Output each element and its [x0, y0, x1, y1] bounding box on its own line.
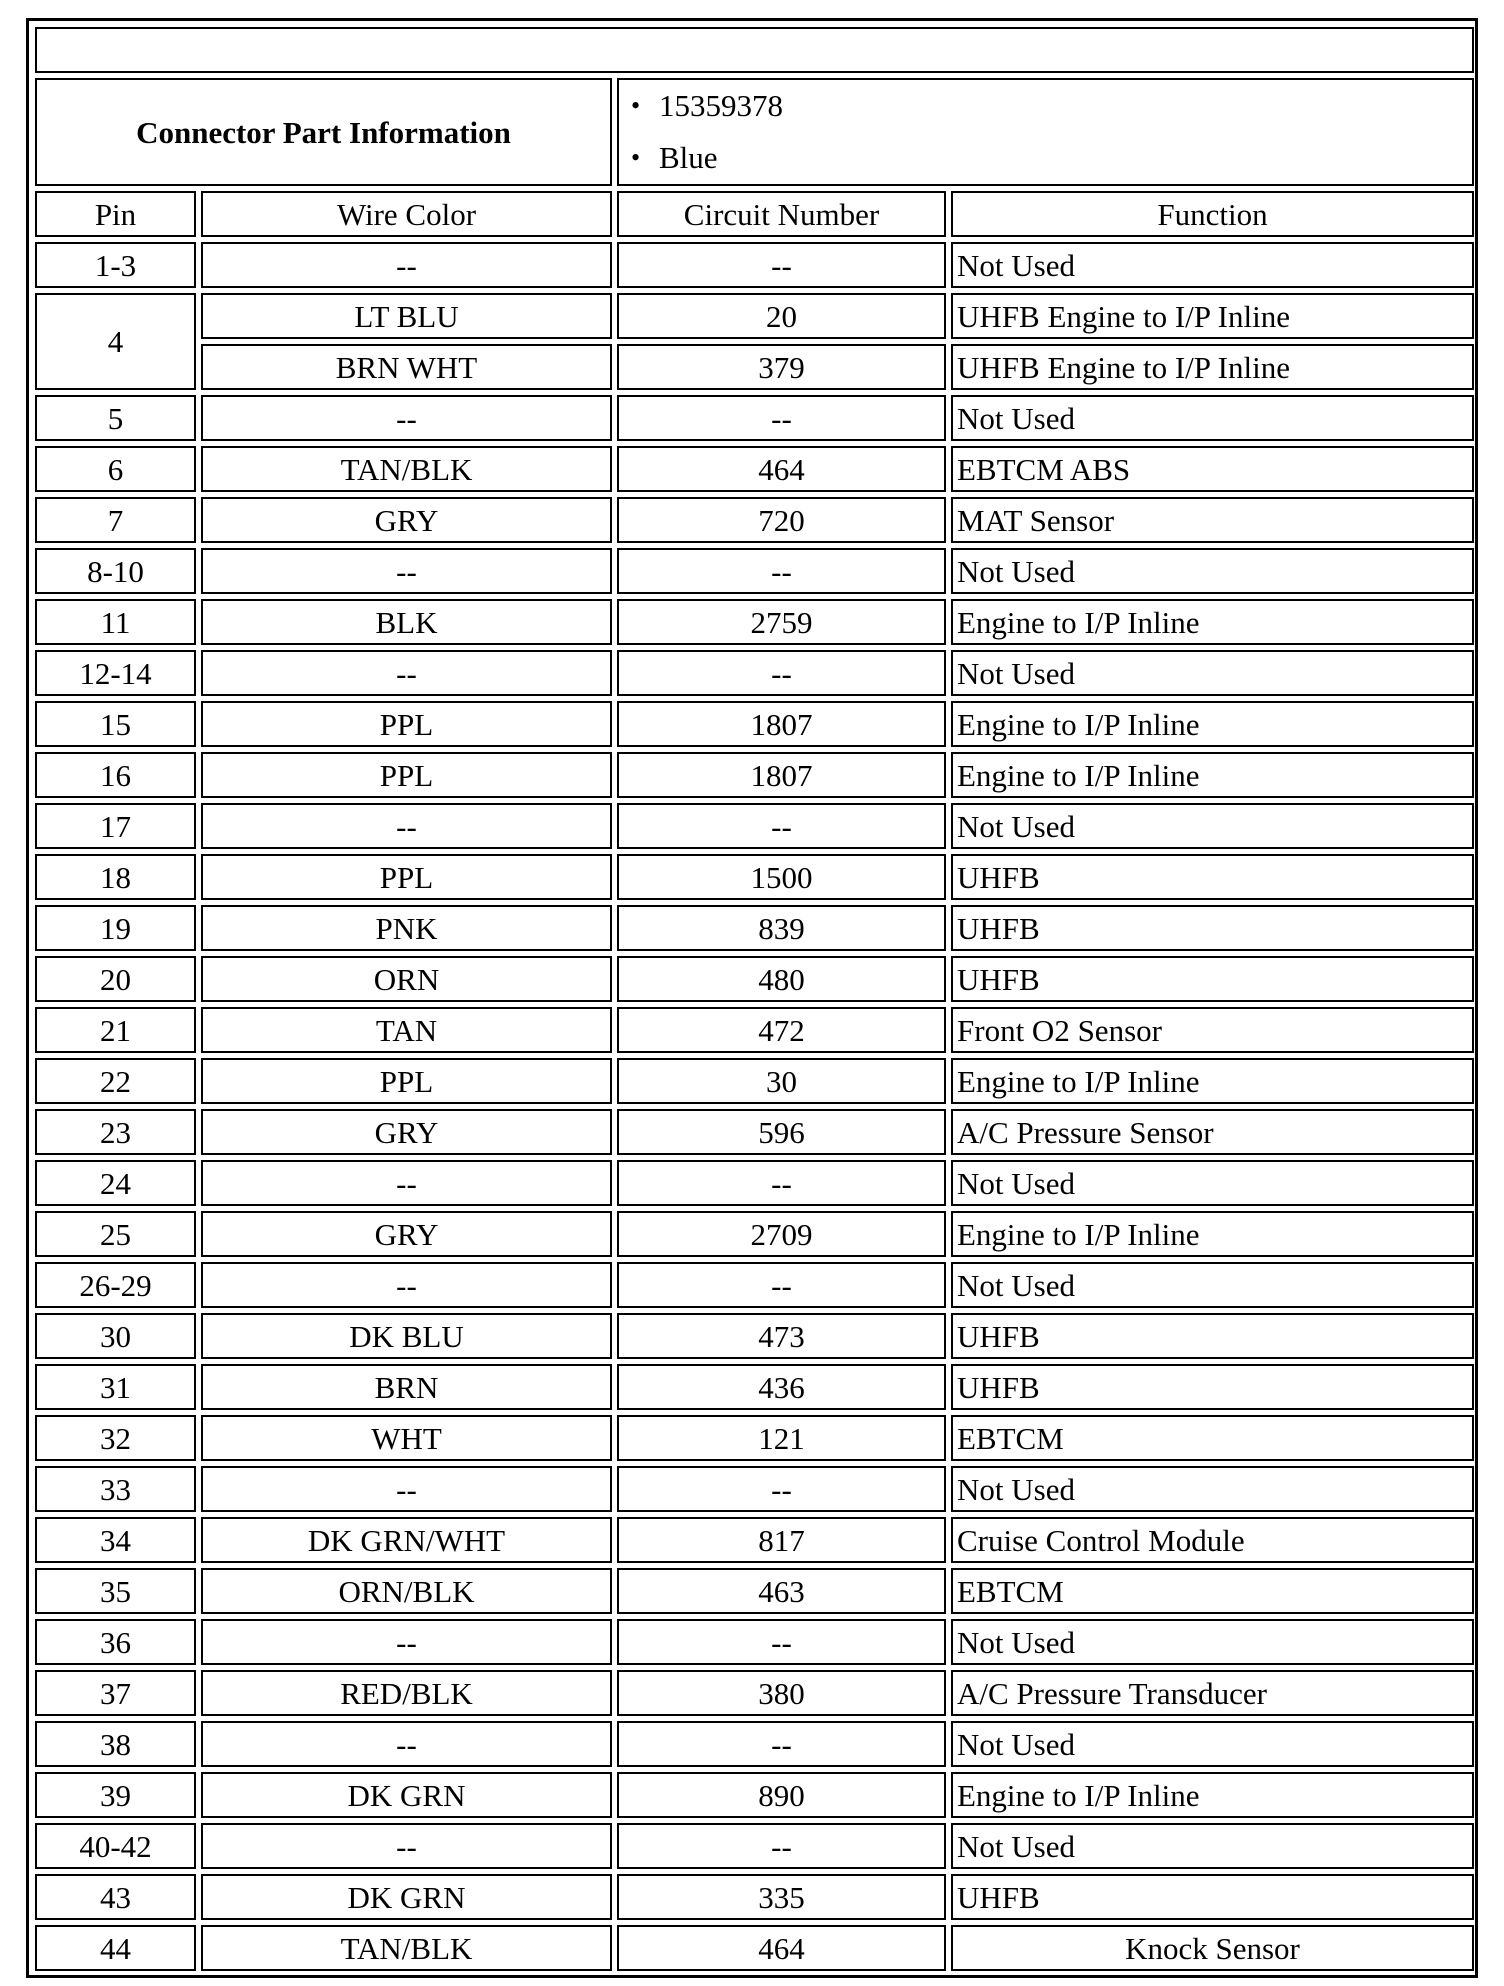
pin-cell: 43: [35, 1874, 196, 1920]
table-row: [35, 1364, 1474, 1410]
wire-color-cell: TAN/BLK: [201, 1925, 612, 1971]
pin-cell: 21: [35, 1007, 196, 1053]
pin-cell: 40-42: [35, 1823, 196, 1869]
wire-color-cell: --: [201, 650, 612, 696]
table-row: [35, 395, 1474, 441]
wire-color-cell: LT BLU: [201, 293, 612, 339]
table-row: [35, 293, 1474, 339]
pin-cell: 32: [35, 1415, 196, 1461]
function-cell: Engine to I/P Inline: [951, 599, 1474, 645]
function-cell: Not Used: [951, 1262, 1474, 1308]
connector-color: • Blue: [659, 132, 1468, 184]
header-function: Function: [951, 191, 1474, 237]
function-cell: A/C Pressure Transducer: [951, 1670, 1474, 1716]
circuit-number-cell: --: [617, 1721, 946, 1767]
pin-cell: 23: [35, 1109, 196, 1155]
circuit-number-cell: 1807: [617, 701, 946, 747]
wire-color-cell: DK GRN: [201, 1874, 612, 1920]
function-cell: Not Used: [951, 650, 1474, 696]
table-row: [35, 1874, 1474, 1920]
pin-cell: 35: [35, 1568, 196, 1614]
function-cell: Not Used: [951, 395, 1474, 441]
wire-color-cell: --: [201, 1466, 612, 1512]
circuit-number-cell: 380: [617, 1670, 946, 1716]
wire-color-cell: GRY: [201, 1109, 612, 1155]
function-cell: Not Used: [951, 803, 1474, 849]
wire-color-cell: WHT: [201, 1415, 612, 1461]
table-row: [35, 1058, 1474, 1104]
table-row: [35, 1721, 1474, 1767]
table-row: [35, 1109, 1474, 1155]
table-row: [35, 1823, 1474, 1869]
circuit-number-cell: 2759: [617, 599, 946, 645]
circuit-number-cell: 30: [617, 1058, 946, 1104]
wire-color-cell: --: [201, 395, 612, 441]
circuit-number-cell: 1807: [617, 752, 946, 798]
function-cell: EBTCM: [951, 1415, 1474, 1461]
circuit-number-cell: 473: [617, 1313, 946, 1359]
circuit-number-cell: --: [617, 1160, 946, 1206]
table-row: [35, 599, 1474, 645]
pin-cell: 1-3: [35, 242, 196, 288]
function-cell: A/C Pressure Sensor: [951, 1109, 1474, 1155]
circuit-number-cell: --: [617, 803, 946, 849]
wire-color-cell: --: [201, 1160, 612, 1206]
wire-color-cell: --: [201, 1823, 612, 1869]
pin-cell: 37: [35, 1670, 196, 1716]
circuit-number-cell: 720: [617, 497, 946, 543]
table-row: [35, 1262, 1474, 1308]
wire-color-cell: DK GRN/WHT: [201, 1517, 612, 1563]
table-row: [35, 1619, 1474, 1665]
table-row: [35, 242, 1474, 288]
circuit-number-cell: 1500: [617, 854, 946, 900]
pin-cell: 8-10: [35, 548, 196, 594]
table-row: [35, 1772, 1474, 1818]
table-row: [35, 1211, 1474, 1257]
header-row: [35, 191, 1474, 237]
table-row: [35, 446, 1474, 492]
table-row: [35, 854, 1474, 900]
pin-cell: 22: [35, 1058, 196, 1104]
pin-cell: 33: [35, 1466, 196, 1512]
table-row: [35, 1007, 1474, 1053]
table-row: [35, 1670, 1474, 1716]
function-cell: Engine to I/P Inline: [951, 1058, 1474, 1104]
pin-cell: 44: [35, 1925, 196, 1971]
wire-color-cell: TAN/BLK: [201, 446, 612, 492]
pin-cell: 5: [35, 395, 196, 441]
pin-cell: 12-14: [35, 650, 196, 696]
table-row: [35, 752, 1474, 798]
function-cell: Not Used: [951, 242, 1474, 288]
table-row: [35, 1925, 1474, 1971]
wire-color-cell: --: [201, 1721, 612, 1767]
wire-color-cell: ORN: [201, 956, 612, 1002]
wire-color-cell: --: [201, 1262, 612, 1308]
table-row: [35, 497, 1474, 543]
connector-info-list: [623, 80, 1468, 184]
part-number: • 15359378: [659, 80, 1468, 132]
pin-cell: 17: [35, 803, 196, 849]
circuit-number-cell: 463: [617, 1568, 946, 1614]
wire-color-cell: TAN: [201, 1007, 612, 1053]
function-cell: UHFB Engine to I/P Inline: [951, 293, 1474, 339]
function-cell: UHFB: [951, 1313, 1474, 1359]
pin-cell: 6: [35, 446, 196, 492]
connector-table: [30, 22, 1479, 1976]
wire-color-cell: DK GRN: [201, 1772, 612, 1818]
function-cell: UHFB Engine to I/P Inline: [951, 344, 1474, 390]
wire-color-cell: ORN/BLK: [201, 1568, 612, 1614]
wire-color-cell: --: [201, 548, 612, 594]
function-cell: Not Used: [951, 1466, 1474, 1512]
function-cell: MAT Sensor: [951, 497, 1474, 543]
wire-color-cell: PNK: [201, 905, 612, 951]
wire-color-cell: PPL: [201, 854, 612, 900]
table-row: [35, 548, 1474, 594]
wire-color-cell: GRY: [201, 497, 612, 543]
function-cell: UHFB: [951, 854, 1474, 900]
connector-info-values: [617, 78, 1474, 186]
table-row: [35, 1568, 1474, 1614]
circuit-number-cell: 20: [617, 293, 946, 339]
table-title-row: [35, 27, 1474, 73]
circuit-number-cell: --: [617, 1823, 946, 1869]
wire-color-cell: BRN: [201, 1364, 612, 1410]
circuit-number-cell: 480: [617, 956, 946, 1002]
pin-cell: 38: [35, 1721, 196, 1767]
pin-cell: 31: [35, 1364, 196, 1410]
circuit-number-cell: 890: [617, 1772, 946, 1818]
function-cell: UHFB: [951, 1874, 1474, 1920]
table-row: [35, 701, 1474, 747]
function-cell: Not Used: [951, 1823, 1474, 1869]
table-row: [35, 956, 1474, 1002]
wire-color-cell: PPL: [201, 701, 612, 747]
function-cell: Engine to I/P Inline: [951, 1211, 1474, 1257]
function-cell: Not Used: [951, 1721, 1474, 1767]
circuit-number-cell: 472: [617, 1007, 946, 1053]
pin-cell: 30: [35, 1313, 196, 1359]
pin-cell: 34: [35, 1517, 196, 1563]
table-title-cell: [35, 27, 1474, 73]
header-wire-color: Wire Color: [201, 191, 612, 237]
circuit-number-cell: 839: [617, 905, 946, 951]
pin-cell: 7: [35, 497, 196, 543]
table-row: [35, 344, 1474, 390]
circuit-number-cell: 2709: [617, 1211, 946, 1257]
wire-color-cell: --: [201, 242, 612, 288]
pin-cell: 36: [35, 1619, 196, 1665]
table-row: [35, 1517, 1474, 1563]
pin-cell: 18: [35, 854, 196, 900]
function-cell: EBTCM: [951, 1568, 1474, 1614]
connector-info-row: [35, 78, 1474, 186]
header-pin: Pin: [35, 191, 196, 237]
circuit-number-cell: 121: [617, 1415, 946, 1461]
connector-info-label: Connector Part Information: [35, 78, 612, 186]
pin-cell: 25: [35, 1211, 196, 1257]
circuit-number-cell: 817: [617, 1517, 946, 1563]
table-row: [35, 803, 1474, 849]
function-cell: Not Used: [951, 1619, 1474, 1665]
function-cell: Knock Sensor: [951, 1925, 1474, 1971]
function-cell: Engine to I/P Inline: [951, 701, 1474, 747]
table-row: [35, 1313, 1474, 1359]
wire-color-cell: DK BLU: [201, 1313, 612, 1359]
function-cell: UHFB: [951, 905, 1474, 951]
wire-color-cell: PPL: [201, 752, 612, 798]
function-cell: Front O2 Sensor: [951, 1007, 1474, 1053]
wire-color-cell: BLK: [201, 599, 612, 645]
table-row: [35, 1415, 1474, 1461]
table-row: [35, 650, 1474, 696]
pin-cell: 15: [35, 701, 196, 747]
function-cell: EBTCM ABS: [951, 446, 1474, 492]
wire-color-cell: BRN WHT: [201, 344, 612, 390]
circuit-number-cell: --: [617, 548, 946, 594]
pin-cell: 20: [35, 956, 196, 1002]
circuit-number-cell: --: [617, 1619, 946, 1665]
pin-cell: 39: [35, 1772, 196, 1818]
pin-cell: 16: [35, 752, 196, 798]
pin-cell: 4: [35, 293, 196, 390]
pin-cell: 19: [35, 905, 196, 951]
wire-color-cell: --: [201, 1619, 612, 1665]
table-row: [35, 1160, 1474, 1206]
circuit-number-cell: 379: [617, 344, 946, 390]
circuit-number-cell: --: [617, 1262, 946, 1308]
wire-color-cell: GRY: [201, 1211, 612, 1257]
function-cell: Cruise Control Module: [951, 1517, 1474, 1563]
circuit-number-cell: --: [617, 395, 946, 441]
table-row: [35, 1466, 1474, 1512]
function-cell: UHFB: [951, 1364, 1474, 1410]
circuit-number-cell: --: [617, 650, 946, 696]
pin-cell: 26-29: [35, 1262, 196, 1308]
circuit-number-cell: 436: [617, 1364, 946, 1410]
circuit-number-cell: 464: [617, 1925, 946, 1971]
function-cell: Not Used: [951, 548, 1474, 594]
circuit-number-cell: 335: [617, 1874, 946, 1920]
function-cell: UHFB: [951, 956, 1474, 1002]
pin-cell: 11: [35, 599, 196, 645]
circuit-number-cell: --: [617, 1466, 946, 1512]
circuit-number-cell: 596: [617, 1109, 946, 1155]
pin-cell: 24: [35, 1160, 196, 1206]
header-circuit-number: Circuit Number: [617, 191, 946, 237]
function-cell: Engine to I/P Inline: [951, 752, 1474, 798]
wire-color-cell: --: [201, 803, 612, 849]
circuit-number-cell: 464: [617, 446, 946, 492]
wire-color-cell: PPL: [201, 1058, 612, 1104]
wire-color-cell: RED/BLK: [201, 1670, 612, 1716]
circuit-number-cell: --: [617, 242, 946, 288]
function-cell: Not Used: [951, 1160, 1474, 1206]
table-row: [35, 905, 1474, 951]
function-cell: Engine to I/P Inline: [951, 1772, 1474, 1818]
